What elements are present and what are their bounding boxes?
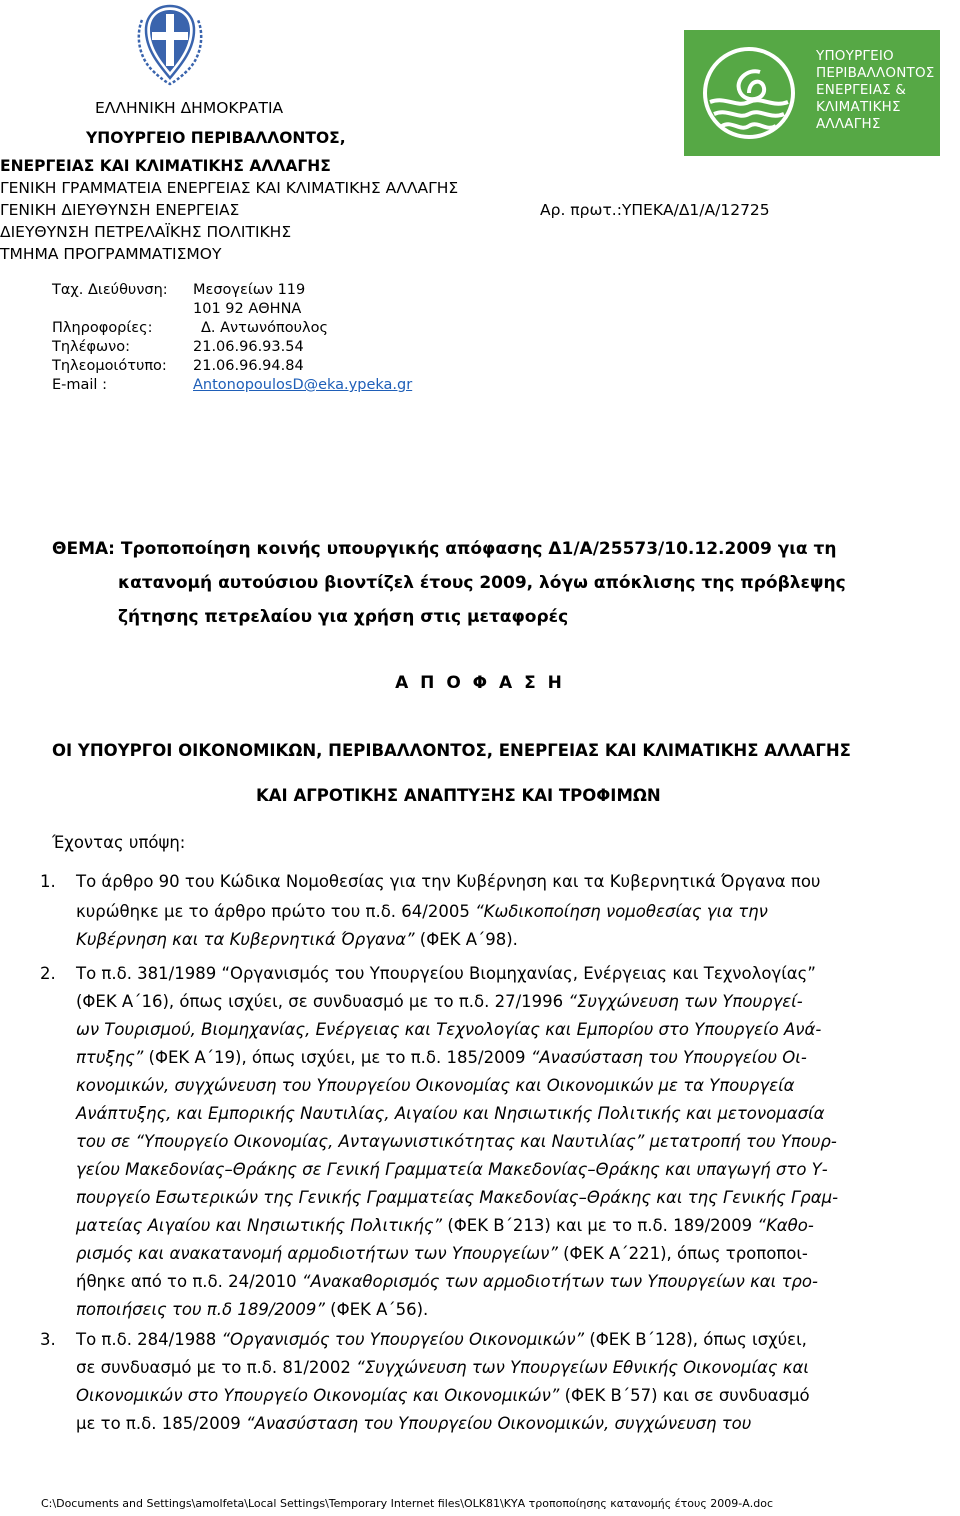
item-1-line-2: κυρώθηκε με το άρθρο πρώτο του π.δ. 64/2005 “Κωδικοποίηση νομοθεσίας για την [76,902,768,921]
decision-title: Α Π Ο Φ Α Σ Η [395,673,565,693]
item-2-line-1: Το π.δ. 381/1989 “Οργανισμός του Υπουργείου Βιομηχανίας, Ενέργειας και Τεχνολογίας” [76,964,816,983]
ministers-line-2: ΚΑΙ ΑΓΡΟΤΙΚΗΣ ΑΝΑΠΤΥΞΗΣ ΚΑΙ ΤΡΟΦΙΜΩΝ [256,786,661,805]
greek-emblem-logo [132,0,208,88]
item-2-line-2: (ΦΕΚ Α΄16), όπως ισχύει, σε συνδυασμό με το π.δ. 27/1996 “Συγχώνευση των Υπουργεί- [76,992,803,1011]
org-line-general-secretariat: ΓΕΝΙΚΗ ΓΡΑΜΜΑΤΕΙΑ ΕΝΕΡΓΕΙΑΣ ΚΑΙ ΚΛΙΜΑΤΙΚΗΣ ΑΛΛΑΓΗΣ [0,179,459,197]
item-number-2: 2. [40,964,56,983]
info-label: Πληροφορίες: [52,320,153,336]
considering-heading: Έχοντας υπόψη: [52,833,186,852]
footer-file-path: C:\Documents and Settings\amolfeta\Local Settings\Temporary Internet files\OLK81\ΚΥΑ τροποποίησης κατανομής έτους 2009-Α.doc [41,1497,774,1510]
ministry-logo-mark-icon [696,40,802,146]
org-line-directorate: ΔΙΕΥΘΥΝΣΗ ΠΕΤΡΕΛΑΪΚΗΣ ΠΟΛΙΤΙΚΗΣ [0,223,292,241]
org-line-department: ΤΜΗΜΑ ΠΡΟΓΡΑΜΜΑΤΙΣΜΟΥ [0,245,222,263]
item-2-line-6: Ανάπτυξης, και Εμπορικής Ναυτιλίας, Αιγαίου και Νησιωτικής Πολιτικής και μετονομασία [76,1104,825,1123]
item-3-line-2: σε συνδυασμό με το π.δ. 81/2002 “Συγχώνευση των Υπουργείων Εθνικής Οικονομίας και [76,1358,809,1377]
fax-value: 21.06.96.94.84 [193,358,304,374]
ministry-logo-line-3: ΕΝΕΡΓΕΙΑΣ & [816,82,907,98]
address-line-2: 101 92 ΑΘΗΝΑ [193,301,302,317]
info-value: Δ. Αντωνόπουλος [201,320,328,336]
item-1-line-1: Το άρθρο 90 του Κώδικα Νομοθεσίας για την Κυβέρνηση και τα Κυβερνητικά Όργανα που [76,872,821,891]
phone-label: Τηλέφωνο: [52,339,131,355]
fax-label: Τηλεομοιότυπο: [52,358,167,374]
item-2-line-10: ματείας Αιγαίου και Νησιωτικής Πολιτικής” (ΦΕΚ Β΄213) και με το π.δ. 189/2009 “Καθο- [76,1216,814,1235]
ministry-logo-line-1: ΥΠΟΥΡΓΕΙΟ [816,48,894,64]
phone-value: 21.06.96.93.54 [193,339,304,355]
item-2-line-8: γείου Μακεδονίας–Θράκης σε Γενική Γραμματεία Μακεδονίας–Θράκης και υπαγωγή στο Υ- [76,1160,828,1179]
item-2-line-9: πουργείο Εσωτερικών της Γενικής Γραμματείας Μακεδονίας–Θράκης και της Γενικής Γραμ- [76,1188,839,1207]
item-2-line-12: ήθηκε από το π.δ. 24/2010 “Ανακαθορισμός των αρμοδιοτήτων των Υπουργείων και τρο- [76,1272,818,1291]
subject-line-2: κατανομή αυτούσιου βιοντίζελ έτους 2009, λόγω απόκλισης της πρόβλεψης [118,573,846,593]
org-line-general-directorate: ΓΕΝΙΚΗ ΔΙΕΥΘΥΝΣΗ ΕΝΕΡΓΕΙΑΣ [0,201,240,219]
item-2-line-7: του σε “Υπουργείο Οικονομίας, Ανταγωνιστικότητας και Ναυτιλίας” μετατροπή του Υπουρ- [76,1132,837,1151]
ministers-line-1: ΟΙ ΥΠΟΥΡΓΟΙ ΟΙΚΟΝΟΜΙΚΩΝ, ΠΕΡΙΒΑΛΛΟΝΤΟΣ, ΕΝΕΡΓΕΙΑΣ ΚΑΙ ΚΛΙΜΑΤΙΚΗΣ ΑΛΛΑΓΗΣ [52,741,851,760]
protocol-number: Αρ. πρωτ.:ΥΠΕΚΑ/Δ1/Α/12725 [540,201,770,219]
ministry-logo-line-5: ΑΛΛΑΓΗΣ [816,116,881,132]
ministry-logo-line-2: ΠΕΡΙΒΑΛΛΟΝΤΟΣ [816,65,935,81]
address-label: Ταχ. Διεύθυνση: [52,282,168,298]
item-number-1: 1. [40,872,56,891]
ministry-logo [684,30,940,156]
item-3-line-1: Το π.δ. 284/1988 “Οργανισμός του Υπουργείου Οικονομικών” (ΦΕΚ Β΄128), όπως ισχύει, [76,1330,807,1349]
org-line-republic: ΕΛΛΗΝΙΚΗ ΔΗΜΟΚΡΑΤΙΑ [95,99,284,117]
item-3-line-3: Οικονομικών στο Υπουργείο Οικονομίας και Οικονομικών” (ΦΕΚ Β΄57) και σε συνδυασμό [76,1386,810,1405]
email-label: E-mail : [52,377,107,393]
org-line-ministry: ΥΠΟΥΡΓΕΙΟ ΠΕΡΙΒΑΛΛΟΝΤΟΣ, [86,129,346,147]
item-number-3: 3. [40,1330,56,1349]
subject-line-3: ζήτησης πετρελαίου για χρήση στις μεταφορές [118,607,569,627]
item-2-line-3: ων Τουρισμού, Βιομηχανίας, Ενέργειας και Τεχνολογίας και Εμπορίου στο Υπουργείο Ανά- [76,1020,822,1039]
item-2-line-13: ποποιήσεις του π.δ 189/2009” (ΦΕΚ Α΄56). [76,1300,429,1319]
item-2-line-5: κονομικών, συγχώνευση του Υπουργείου Οικονομίας και Οικονομικών με τα Υπουργεία [76,1076,795,1095]
address-line-1: Μεσογείων 119 [193,282,306,298]
subject-line-1: ΘΕΜΑ: Τροποποίηση κοινής υπουργικής απόφασης Δ1/Α/25573/10.12.2009 για τη [52,539,837,559]
item-3-line-4: με το π.δ. 185/2009 “Ανασύσταση του Υπουργείου Οικονομικών, συγχώνευση του [76,1414,752,1433]
org-line-ministry-cont: ΕΝΕΡΓΕΙΑΣ ΚΑΙ ΚΛΙΜΑΤΙΚΗΣ ΑΛΛΑΓΗΣ [0,157,331,175]
item-2-line-4: πτυξης” (ΦΕΚ Α΄19), όπως ισχύει, με το π.δ. 185/2009 “Ανασύσταση του Υπουργείου Οι- [76,1048,807,1067]
email-link[interactable]: AntonopoulosD@eka.ypeka.gr [193,377,413,393]
item-2-line-11: ρισμός και ανακατανομή αρμοδιοτήτων των Υπουργείων” (ΦΕΚ Α΄221), όπως τροποποι- [76,1244,808,1263]
item-1-line-3: Κυβέρνηση και τα Κυβερνητικά Όργανα” (ΦΕΚ Α΄98). [76,930,518,949]
ministry-logo-line-4: ΚΛΙΜΑΤΙΚΗΣ [816,99,901,115]
